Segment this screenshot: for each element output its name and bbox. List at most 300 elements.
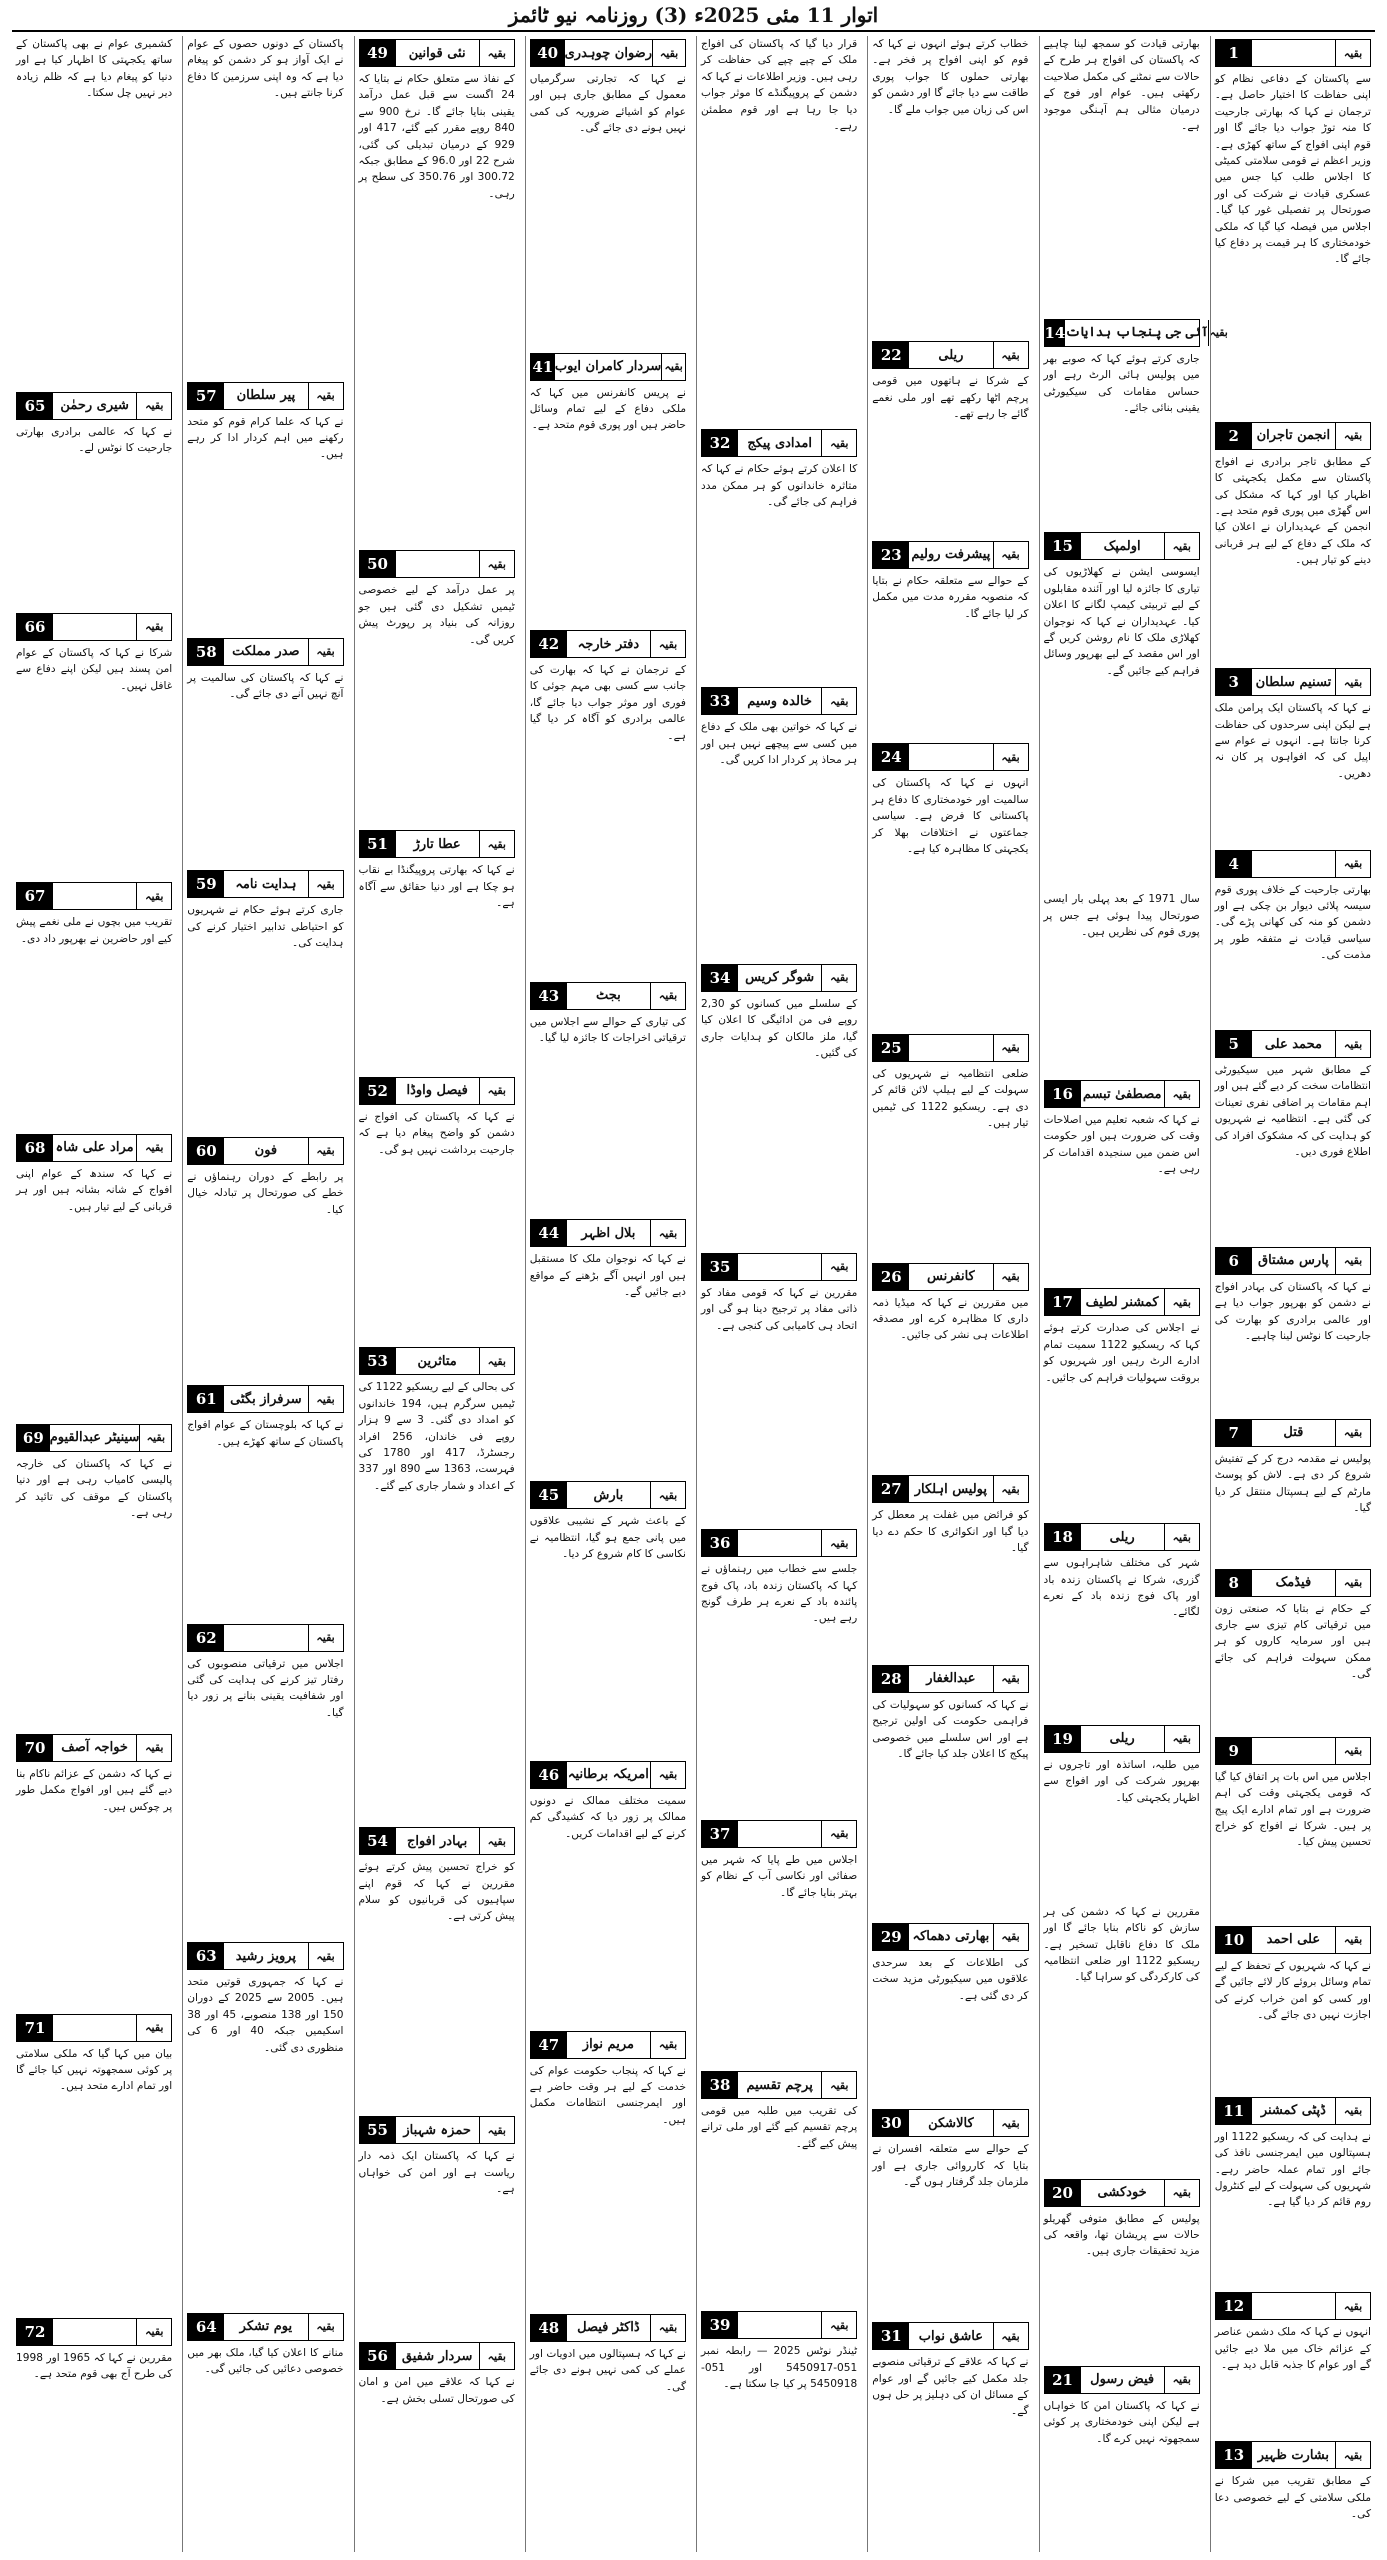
story-number-badge: 43 (531, 983, 567, 1009)
story-headline: رضوان چوہدری (564, 45, 652, 61)
story-header (530, 982, 686, 1010)
story-headline: دفتر خارجہ (577, 636, 640, 652)
story-body: نے کہا کہ پاکستان کی افواج نے دشمن کو واضح پیغام دیا ہے کہ جارحیت برداشت نہیں ہو گی۔ (358, 1110, 515, 1156)
story-number-badge: 15 (1045, 533, 1081, 559)
story-headline (738, 1254, 821, 1280)
story-body: کے حکام نے بتایا کہ صنعتی زون میں ترقیاتی کام تیزی سے جاری ہیں اور سرمایہ کاروں کو ہر ممکن سہولت فراہم کی جائے گی۔ (1214, 1602, 1371, 1681)
story-header (1215, 1247, 1371, 1275)
story-headline: بھارتی دھماکہ (912, 1929, 990, 1945)
story-body: نے کہا کہ پاکستان کی سالمیت پر آنچ نہیں آنے دی جائے گی۔ (187, 671, 344, 701)
story-headline: ڈاکٹر فیصل (577, 2320, 640, 2336)
continued-story (187, 2310, 343, 2552)
story-number-badge: 30 (873, 2110, 909, 2136)
continued-label: بقیہ (479, 1348, 514, 1374)
story-header (701, 687, 857, 715)
story-header (1044, 2366, 1200, 2394)
story-headline: کمشنر لطیف (1085, 1294, 1159, 1310)
continued-story (16, 879, 172, 1128)
continued-story (701, 2068, 857, 2306)
story-body: منانے کا اعلان کیا گیا، ملک بھر میں خصوصی دعائیں کی جائیں گی۔ (187, 2346, 344, 2376)
story-body: کے شرکا نے ہاتھوں میں قومی پرچم اٹھا رکھے تھے اور ملی نغمے گائے جا رہے تھے۔ (872, 375, 1029, 420)
story-headline: کالاشکن (928, 2115, 974, 2131)
story-body: نے کہا کہ علاقے کے ترقیاتی منصوبے جلد مکمل کیے جائیں گے اور عوام کے مسائل ان کی دہلیز پر حل ہوں گے۔ (872, 2356, 1029, 2418)
story-body: کشمیری عوام نے بھی پاکستان کے ساتھ یکجہتی کا اظہار کیا ہے اور دنیا کو پیغام دیا ہے کہ ظلم زیادہ دیر نہیں چل سکتا۔ (16, 38, 173, 100)
story-body: نے کہا کہ علما کرام قوم کو متحد رکھنے میں اہم کردار ادا کر رہے ہیں۔ (187, 415, 344, 461)
story-body: بھارتی قیادت کو سمجھ لینا چاہیے کہ پاکستان کی افواج ہر طرح کے حالات سے نمٹنے کی مکمل صلاحیت رکھتی ہیں۔ عوام اور فوج کے درمیان مثالی ہم آہنگی موجود ہے۔ (1043, 38, 1200, 133)
story-body: سے پاکستان کے دفاعی نظام کو اپنی حفاظت کا اختیار حاصل ہے۔ ترجمان نے کہا کہ بھارتی جارحیت کا منہ توڑ جواب دیا جائے گا اور قوم اپنی افواج کے ساتھ کھڑی ہے۔ وزیر اعظم نے قومی سلامتی کمیٹی کا اجلاس طلب کیا جس میں عسکری قیادت نے شرکت کی اور صورتحال پر تفصیلی غور کیا گیا۔ اجلاس میں فیصلہ کیا گیا کہ ملکی خودمختاری کا ہر قیمت پر دفاع کیا جائے گا۔ (1214, 73, 1371, 266)
story-number-badge: 70 (17, 1735, 53, 1761)
continued-story (701, 36, 857, 424)
story-body: کی بحالی کے لیے ریسکیو 1122 کی ٹیمیں سرگرم ہیں، 194 خاندانوں کو امداد دی گئی۔ 3 سے 9 ہزار روپے فی خاندان، 256 افراد رجسٹرڈ، 417 اور 1780 کی فہرست، 1363 سے 890 اور 337 کے اعداد و شمار جاری کیے گئے۔ (358, 1381, 515, 1492)
continued-story (530, 1216, 686, 1476)
continued-story (1215, 2438, 1371, 2552)
story-header (701, 1529, 857, 1557)
continued-story (701, 1817, 857, 2066)
story-header (530, 1761, 686, 1789)
story-headline: نئی قوانین (408, 45, 466, 61)
story-header (16, 1134, 172, 1162)
masthead: اتوار 11 مئی 2025ء (3) روزنامہ نیو ٹائمز (508, 3, 879, 27)
continued-story (16, 2315, 172, 2552)
story-number-badge: 61 (188, 1386, 224, 1412)
story-header (359, 39, 515, 67)
story-header (359, 1347, 515, 1375)
story-header (530, 2314, 686, 2342)
story-header (187, 870, 343, 898)
story-headline: علی احمد (1266, 1932, 1321, 1948)
story-headline: بشارت ظہیر (1257, 2447, 1330, 2463)
continued-label: بقیہ (821, 2072, 856, 2098)
continued-label: بقیہ (650, 2032, 685, 2058)
story-body: کے مطابق تقریب میں شرکا نے ملکی سلامتی کے لیے خصوصی دعا کی۔ (1214, 2475, 1371, 2521)
story-number-badge: 14 (1045, 320, 1066, 346)
story-body: اجلاس میں طے پایا کہ شہر میں صفائی اور نکاسی آب کے نظام کو بہتر بنایا جائے گا۔ (701, 1853, 858, 1899)
story-body: کے مطابق تاجر برادری نے افواج پاکستان سے مکمل یکجہتی کا اظہار کیا اور کہا کہ مشکل کی اس گھڑی میں پوری قوم متحد ہے۔ انجمن کے عہدیداران نے اعلان کیا کہ ملک کے دفاع کے لیے ہر قربانی دینے کو تیار ہیں۔ (1214, 455, 1371, 567)
continued-label: بقیہ (1164, 2367, 1199, 2393)
continued-story (359, 1824, 515, 2111)
column-3 (867, 36, 1032, 2552)
continued-story (187, 1939, 343, 2308)
story-headline: ہدایت نامہ (235, 876, 297, 892)
story-header (16, 1734, 172, 1762)
story-header (1215, 1419, 1371, 1447)
story-headline: سرفراز بگٹی (230, 1391, 302, 1407)
story-headline (1252, 2293, 1335, 2319)
story-headline: یوم تشکر (239, 2319, 293, 2335)
story-number-badge: 5 (1216, 1031, 1252, 1057)
column-8 (12, 36, 176, 2552)
story-headline (738, 1530, 821, 1556)
story-headline (224, 1625, 307, 1651)
story-body: انہوں نے کہا کہ ملک دشمن عناصر کے عزائم خاک میں ملا دیے جائیں گے اور عوام کا جذبہ قابل دید ہے۔ (1214, 2326, 1371, 2372)
story-header (530, 39, 686, 67)
story-number-badge: 66 (17, 614, 53, 640)
column-4 (696, 36, 861, 2552)
continued-story (359, 2339, 515, 2552)
story-body: پولیس کے مطابق متوفی گھریلو حالات سے پریشان تھا، واقعہ کی مزید تحقیقات جاری ہیں۔ (1043, 2212, 1200, 2258)
continued-label: بقیہ (993, 542, 1028, 568)
continued-label: بقیہ (650, 983, 685, 1009)
story-number-badge: 41 (531, 354, 555, 380)
story-headline: بلال اظہر (581, 1225, 636, 1241)
story-headline: پارس مشتاق (1257, 1253, 1329, 1269)
story-body: تقریب میں بچوں نے ملی نغمے پیش کیے اور حاضرین نے بھرپور داد دی۔ (16, 916, 173, 945)
story-number-badge: 55 (360, 2117, 396, 2143)
continued-story (1044, 1285, 1200, 1518)
continued-label: بقیہ (308, 2314, 343, 2340)
story-header (16, 2014, 172, 2042)
story-body: بھارتی جارحیت کے خلاف پوری قوم سیسہ پلائی دیوار بن چکی ہے اور دشمن کو منہ کی کھانی پڑے گی۔ سیاسی قیادت نے متفقہ طور پر مذمت کی۔ (1214, 883, 1371, 962)
story-number-badge: 48 (531, 2315, 567, 2341)
story-body: نے کہا کہ شہریوں کے تحفظ کے لیے تمام وسائل بروئے کار لائے جائیں گے اور کسی کو امن خراب کرنے کی اجازت نہیں دی جائے گی۔ (1214, 1959, 1371, 2021)
continued-story (701, 1250, 857, 1524)
continued-label: بقیہ (993, 1264, 1028, 1290)
story-headline: کانفرنس (927, 1269, 975, 1285)
continued-story (1215, 1244, 1371, 1414)
continued-story (530, 36, 686, 348)
continued-label: بقیہ (1335, 40, 1370, 66)
story-body: کو فرائض میں غفلت پر معطل کر دیا گیا اور انکوائری کا حکم دے دیا گیا۔ (872, 1509, 1029, 1555)
continued-label: بقیہ (1335, 1031, 1370, 1057)
continued-label: بقیہ (821, 1254, 856, 1280)
story-header (1215, 39, 1371, 67)
story-body: جاری کرتے ہوئے حکام نے شہریوں کو احتیاطی تدابیر اختیار کرنے کی ہدایت کی۔ (187, 904, 344, 950)
continued-story (701, 961, 857, 1248)
story-header (530, 353, 686, 381)
story-number-badge: 11 (1216, 2098, 1252, 2124)
story-number-badge: 65 (17, 393, 53, 419)
story-headline: پرویز رشید (235, 1948, 297, 1964)
story-header (16, 2318, 172, 2346)
story-header (1215, 2441, 1371, 2469)
story-number-badge: 36 (702, 1530, 738, 1556)
story-body: پر عمل درآمد کے لیے خصوصی ٹیمیں تشکیل دی گئی ہیں جو روزانہ کی بنیاد پر رپورٹ پیش کریں گی۔ (358, 584, 515, 646)
story-header (701, 964, 857, 992)
story-body: نے کہا کہ پنجاب حکومت عوام کی خدمت کے لیے ہر وقت حاضر ہے اور ایمرجنسی انتظامات مکمل ہیں۔ (529, 2064, 686, 2126)
story-body: مقررین نے کہا کہ قومی مفاد کو ذاتی مفاد پر ترجیح دینا ہو گی اور اتحاد ہی کامیابی کی کنجی ہے۔ (701, 1286, 858, 1332)
continued-label: بقیہ (993, 1035, 1028, 1061)
story-number-badge: 63 (188, 1943, 224, 1969)
continued-story (530, 2311, 686, 2552)
story-headline: سینیٹر عبدالقیوم (49, 1430, 140, 1446)
story-number-badge: 71 (17, 2015, 53, 2041)
story-body: نے کہا کہ پاکستان ایک ذمہ دار ریاست ہے اور امن کی خواہاں ہے۔ (358, 2150, 515, 2196)
story-body: بیان میں کہا گیا کہ ملکی سلامتی پر کوئی سمجھوتہ نہیں کیا جائے گا اور تمام ادارے متحد ہیں۔ (16, 2047, 173, 2093)
story-headline: خواجہ آصف (61, 1740, 128, 1756)
continued-label: بقیہ (1164, 1289, 1199, 1315)
continued-label: بقیہ (650, 2315, 685, 2341)
story-header (530, 1481, 686, 1509)
story-number-badge: 34 (702, 965, 738, 991)
continued-label: بقیہ (308, 1138, 343, 1164)
continued-label: بقیہ (1164, 1524, 1199, 1550)
story-header (1215, 1569, 1371, 1597)
story-headline: قتل (1283, 1425, 1304, 1441)
continued-story (359, 2113, 515, 2337)
story-headline: ریلی (1109, 1731, 1135, 1747)
continued-story (187, 1134, 343, 1380)
story-headline: پیر سلطان (236, 388, 296, 404)
story-body: کے حوالے سے متعلقہ افسران نے بتایا کہ کارروائی جاری ہے اور ملزمان جلد گرفتار ہوں گے۔ (872, 2143, 1029, 2189)
story-number-badge: 22 (873, 342, 909, 368)
continued-story (187, 1621, 343, 1938)
story-number-badge: 39 (702, 2312, 738, 2338)
story-body: نے کہا کہ پاکستان کی بہادر افواج نے دشمن کو بھرپور جواب دیا ہے اور عالمی برادری کو بھارت کی جارحیت کا نوٹس لینا چاہیے۔ (1214, 1280, 1371, 1343)
story-body: نے کہا کہ نوجوان ملک کا مستقبل ہیں اور انہیں آگے بڑھنے کے مواقع دیے جائیں گے۔ (529, 1253, 686, 1298)
continued-story (872, 1472, 1028, 1659)
continued-label: بقیہ (479, 551, 514, 577)
continued-story (1215, 665, 1371, 844)
story-number-badge: 3 (1216, 669, 1252, 695)
story-headline: امریکہ برطانیہ (567, 1767, 649, 1783)
story-body: قرار دیا گیا کہ پاکستان کی افواج ملک کے چپے چپے کی حفاظت کر رہی ہیں۔ وزیر اطلاعات نے کہا کہ دشمن کے پروپیگنڈے کا موثر جواب دیا جا رہا ہے اور قوم مطمئن رہے۔ (701, 38, 858, 133)
column-2 (1039, 36, 1228, 2552)
masthead-rule (12, 30, 1375, 32)
story-body: میں طلبہ، اساتذہ اور تاجروں نے بھرپور شرکت کی اور افواج سے اظہار یکجہتی کیا۔ (1043, 1758, 1200, 1804)
story-headline (1252, 851, 1335, 877)
story-header (16, 613, 172, 641)
continued-label: بقیہ (1335, 1570, 1370, 1596)
story-header (872, 1923, 1028, 1951)
story-header (1215, 668, 1371, 696)
continued-label: بقیہ (821, 965, 856, 991)
story-header (1215, 2097, 1371, 2125)
story-header (359, 1827, 515, 1855)
story-body: نے کہا کہ تجارتی سرگرمیاں معمول کے مطابق جاری ہیں اور عوام کو اشیائے ضروریہ کی کمی نہیں ہونے دی جائے گی۔ (529, 73, 686, 135)
story-header (530, 1219, 686, 1247)
continued-label: بقیہ (1335, 1927, 1370, 1953)
story-number-badge: 10 (1216, 1927, 1252, 1953)
story-number-badge: 37 (702, 1821, 738, 1847)
story-number-badge: 16 (1045, 1081, 1081, 1107)
story-body: نے کہا کہ شعبہ تعلیم میں اصلاحات وقت کی ضرورت ہیں اور حکومت اس ضمن میں سنجیدہ اقدامات کر رہی ہے۔ (1043, 1114, 1200, 1176)
story-number-badge: 49 (360, 40, 396, 66)
story-headline: ریلی (938, 347, 964, 363)
story-headline (396, 551, 479, 577)
continued-story (359, 1344, 515, 1822)
continued-label: بقیہ (652, 40, 685, 66)
story-headline: فیض رسول (1090, 2372, 1155, 2388)
continued-story (1044, 36, 1200, 314)
story-body: مقررین نے کہا کہ 1965 اور 1998 کی طرح آج بھی قوم متحد ہے۔ (16, 2351, 173, 2381)
story-body: کی تیاری کے حوالے سے اجلاس میں ترقیاتی اخراجات کا جائزہ لیا گیا۔ (529, 1015, 686, 1044)
continued-label: بقیہ (136, 1735, 171, 1761)
story-body: پر رابطے کے دوران رہنماؤں نے خطے کی صورتحال پر تبادلہ خیال کیا۔ (187, 1170, 344, 1216)
continued-story (187, 379, 343, 633)
story-number-badge: 64 (188, 2314, 224, 2340)
story-body: ضلعی انتظامیہ نے شہریوں کی سہولت کے لیے ہیلپ لائن قائم کر دی ہے۔ ریسکیو 1122 کی ٹیمیں تیار ہیں۔ (872, 1067, 1029, 1129)
continued-label: بقیہ (308, 1625, 343, 1651)
continued-story (16, 1131, 172, 1419)
story-number-badge: 50 (360, 551, 396, 577)
story-headline: عبدالغفار (926, 1671, 976, 1687)
story-number-badge: 47 (531, 2032, 567, 2058)
continued-label: بقیہ (661, 354, 685, 380)
story-header (872, 1034, 1028, 1062)
continued-story (1215, 36, 1371, 417)
story-header (1044, 2179, 1200, 2207)
continued-story (1044, 891, 1200, 1075)
story-header (701, 1820, 857, 1848)
story-number-badge: 53 (360, 1348, 396, 1374)
story-header (16, 392, 172, 420)
story-body: میں مقررین نے کہا کہ میڈیا ذمہ داری کا مظاہرہ کرے اور مصدقہ اطلاعات ہی نشر کی جائیں۔ (872, 1296, 1029, 1342)
continued-story (1215, 1923, 1371, 2092)
continued-story (1043, 316, 1228, 528)
story-headline: بجٹ (595, 988, 621, 1004)
continued-label: بقیہ (479, 2343, 514, 2369)
story-number-badge: 32 (702, 430, 738, 456)
column-5 (525, 36, 690, 2552)
story-headline: تسنیم سلطان (1255, 674, 1332, 690)
story-number-badge: 31 (873, 2323, 909, 2349)
story-body: کی اطلاعات کے بعد سرحدی علاقوں میں سیکیورٹی مزید سخت کر دی گئی ہے۔ (872, 1956, 1029, 2002)
continued-label: بقیہ (1335, 2098, 1370, 2124)
story-number-badge: 33 (702, 688, 738, 714)
continued-story (872, 338, 1028, 536)
continued-label: بقیہ (1335, 1420, 1370, 1446)
story-number-badge: 60 (188, 1138, 224, 1164)
story-number-badge: 23 (873, 542, 909, 568)
continued-label: بقیہ (993, 342, 1028, 368)
story-body: نے کہا کہ پاکستان کی خارجہ پالیسی کامیاب رہی ہے اور دنیا پاکستان کے موقف کی تائید کر رہی ہے۔ (16, 1457, 173, 1519)
story-headline: پرچم تقسیم (746, 2077, 813, 2093)
story-headline (53, 2015, 136, 2041)
continued-label: بقیہ (136, 1135, 171, 1161)
continued-story (1215, 1027, 1371, 1242)
story-number-badge: 24 (873, 744, 909, 770)
continued-label: بقیہ (993, 1666, 1028, 1692)
story-body: کے نفاذ سے متعلق حکام نے بتایا کہ 24 اگست سے قبل عمل درآمد یقینی بنایا جائے گا۔ نرخ 900 سے 840 روپے مقرر کیے گئے، 417 اور 929 کے درمیان تبدیلی کی گئی، شرح 22 اور 96.0 کے مطابق جبکہ 300.72 اور 350.76 کی سطح پر رہی۔ (358, 73, 515, 200)
story-header (530, 630, 686, 658)
story-number-badge: 21 (1045, 2367, 1081, 2393)
story-header (1215, 1737, 1371, 1765)
story-headline (53, 883, 136, 909)
story-header (872, 743, 1028, 771)
continued-label: بقیہ (1164, 533, 1199, 559)
story-header (1215, 2292, 1371, 2320)
continued-story (872, 36, 1028, 336)
story-header (16, 882, 172, 910)
continued-label: بقیہ (1335, 669, 1370, 695)
story-header (359, 1077, 515, 1105)
story-number-badge: 27 (873, 1476, 909, 1502)
story-header (1215, 1926, 1371, 1954)
continued-story (1044, 2176, 1200, 2361)
story-header (701, 2071, 857, 2099)
story-header (1044, 319, 1228, 347)
continued-story (1215, 1416, 1371, 1564)
story-headline: عطا تارڑ (413, 836, 461, 852)
story-body: نے کہا کہ جمہوری قوتیں متحد ہیں۔ 2005 سے 2025 کے دوران 150 اور 138 منصوبے، 45 اور 38 اسکیمیں جبکہ 40 اور 6 کی منظوری دی گئی۔ (187, 1976, 344, 2054)
continued-story (530, 979, 686, 1215)
story-number-badge: 56 (360, 2343, 396, 2369)
story-body: پولیس نے مقدمہ درج کر کے تفتیش شروع کر دی ہے۔ لاش کو پوسٹ مارٹم کے لیے ہسپتال منتقل کر دیا گیا۔ (1214, 1452, 1371, 1514)
story-number-badge: 8 (1216, 1570, 1252, 1596)
story-body: نے کہا کہ ہسپتالوں میں ادویات اور عملے کی کمی نہیں ہونے دی جائے گی۔ (529, 2347, 686, 2393)
story-body: سال 1971 کے بعد پہلی بار ایسی صورتحال پیدا ہوئی ہے جس پر پوری قوم کی نظریں ہیں۔ (1043, 893, 1200, 939)
story-headline: مصطفیٰ تبسم (1082, 1086, 1162, 1102)
continued-story (872, 740, 1028, 1028)
story-headline: صدر مملکت (232, 644, 300, 660)
story-headline: حمزہ شہباز (403, 2122, 471, 2138)
story-headline (909, 744, 992, 770)
story-header (187, 1624, 343, 1652)
story-body: اجلاس میں اس بات پر اتفاق کیا گیا کہ قومی یکجہتی وقت کی اہم ضرورت ہے اور تمام ادارے ایک پیج پر ہیں۔ شرکا نے افواج کو خراج تحسین پیش کیا۔ (1214, 1770, 1371, 1849)
story-header (872, 2322, 1028, 2350)
story-number-badge: 57 (188, 383, 224, 409)
continued-label: بقیہ (821, 430, 856, 456)
story-body: نے کہا کہ پاکستان ایک پرامن ملک ہے لیکن اپنی سرحدوں کی حفاظت کرنا جانتا ہے۔ انہوں نے عوام سے اپیل کی کہ افواہوں پر کان نہ دھریں۔ (1214, 702, 1371, 780)
continued-story (187, 635, 343, 865)
story-headline: فیڈمک (1275, 1575, 1312, 1591)
story-body: نے کہا کہ سندھ کے عوام اپنی افواج کے شانہ بشانہ ہیں اور ہر قربانی کے لیے تیار ہیں۔ (16, 1167, 173, 1213)
story-number-badge: 1 (1216, 40, 1252, 66)
story-headline (1252, 1738, 1335, 1764)
story-headline: محمد علی (1264, 1036, 1322, 1052)
story-headline: بہادر افواج (406, 1833, 468, 1849)
column-1 (1210, 36, 1375, 2552)
continued-label: بقیہ (136, 2015, 171, 2041)
story-number-badge: 54 (360, 1828, 396, 1854)
story-headline: خودکشی (1097, 2185, 1147, 2201)
continued-story (16, 1731, 172, 2009)
story-header (187, 1385, 343, 1413)
story-header (1044, 1523, 1200, 1551)
continued-story (16, 610, 172, 878)
story-header (872, 341, 1028, 369)
story-body: نے کہا کہ بھارتی پروپیگنڈا بے نقاب ہو چکا ہے اور دنیا حقائق سے آگاہ ہے۔ (358, 864, 515, 910)
continued-story (16, 389, 172, 608)
story-headline: اولمپک (1103, 538, 1141, 554)
story-headline: بارش (593, 1487, 624, 1503)
story-header (872, 541, 1028, 569)
story-body: پاکستان کے دونوں حصوں کے عوام نے ایک آواز ہو کر دشمن کو پیغام دیا ہے کہ وہ اپنی سرزمین کا دفاع کرنا جانتے ہیں۔ (187, 38, 344, 100)
story-header (530, 2031, 686, 2059)
continued-label: بقیہ (308, 639, 343, 665)
story-header (359, 2116, 515, 2144)
story-number-badge: 69 (17, 1425, 50, 1451)
story-headline (909, 1035, 992, 1061)
story-header (359, 550, 515, 578)
continued-story (16, 1421, 172, 1729)
continued-label: بقیہ (993, 2110, 1028, 2136)
story-number-badge: 28 (873, 1666, 909, 1692)
story-header (872, 2109, 1028, 2137)
story-body: کے مطابق شہر میں سیکیورٹی انتظامات سخت کر دیے گئے ہیں اور اہم مقامات پر اضافی نفری تعینات کی گئی ہے۔ انتظامیہ نے شہریوں کو ہدایت کی کہ مشکوک افراد کی اطلاع فوری دیں۔ (1214, 1064, 1371, 1159)
story-body: کی تقریب میں طلبہ میں قومی پرچم تقسیم کیے گئے اور ملی ترانے پیش کیے گئے۔ (701, 2105, 858, 2150)
continued-story (1044, 529, 1200, 889)
story-body: سمیت مختلف ممالک نے دونوں ممالک پر زور دیا کہ کشیدگی کم کرنے کے لیے اقدامات کریں۔ (529, 1794, 686, 1840)
story-headline (53, 2319, 136, 2345)
story-headline: مراد علی شاہ (55, 1140, 134, 1156)
story-number-badge: 59 (188, 871, 224, 897)
story-header (701, 2311, 857, 2339)
continued-label: بقیہ (650, 631, 685, 657)
story-body: نے کہا کہ بلوچستان کے عوام افواج پاکستان کے ساتھ کھڑے ہیں۔ (187, 1419, 344, 1448)
continued-story (1044, 1520, 1200, 1720)
continued-story (701, 1526, 857, 1815)
story-body: کے ترجمان نے کہا کہ بھارت کی جانب سے کسی بھی مہم جوئی کا فوری اور موثر جواب دیا جائے گا، عالمی برادری کو آگاہ کر دیا گیا ہے۔ (529, 664, 686, 742)
story-body: نے کہا کہ پاکستان امن کا خواہاں ہے لیکن اپنی خودمختاری پر کوئی سمجھوتہ نہیں کرے گا۔ (1043, 2399, 1200, 2445)
story-body: انہوں نے کہا کہ پاکستان کی سالمیت اور خودمختاری کا دفاع ہر پاکستانی کا فرض ہے۔ سیاسی جماعتوں نے اختلافات بھلا کر یکجہتی کا مظاہرہ کیا ہے۔ (872, 777, 1029, 855)
story-headline (738, 1821, 821, 1847)
column-6 (354, 36, 519, 2552)
story-body: خطاب کرتے ہوئے انہوں نے کہا کہ قوم کو اپنی افواج پر فخر ہے۔ بھارتی حملوں کا جواب پوری طاقت سے دیا جائے گا اور دشمن کو اس کی زبان میں جواب ملے گا۔ (872, 38, 1029, 116)
story-headline: متاثرین (417, 1353, 457, 1369)
continued-story (530, 1758, 686, 2026)
continued-story (187, 36, 343, 377)
